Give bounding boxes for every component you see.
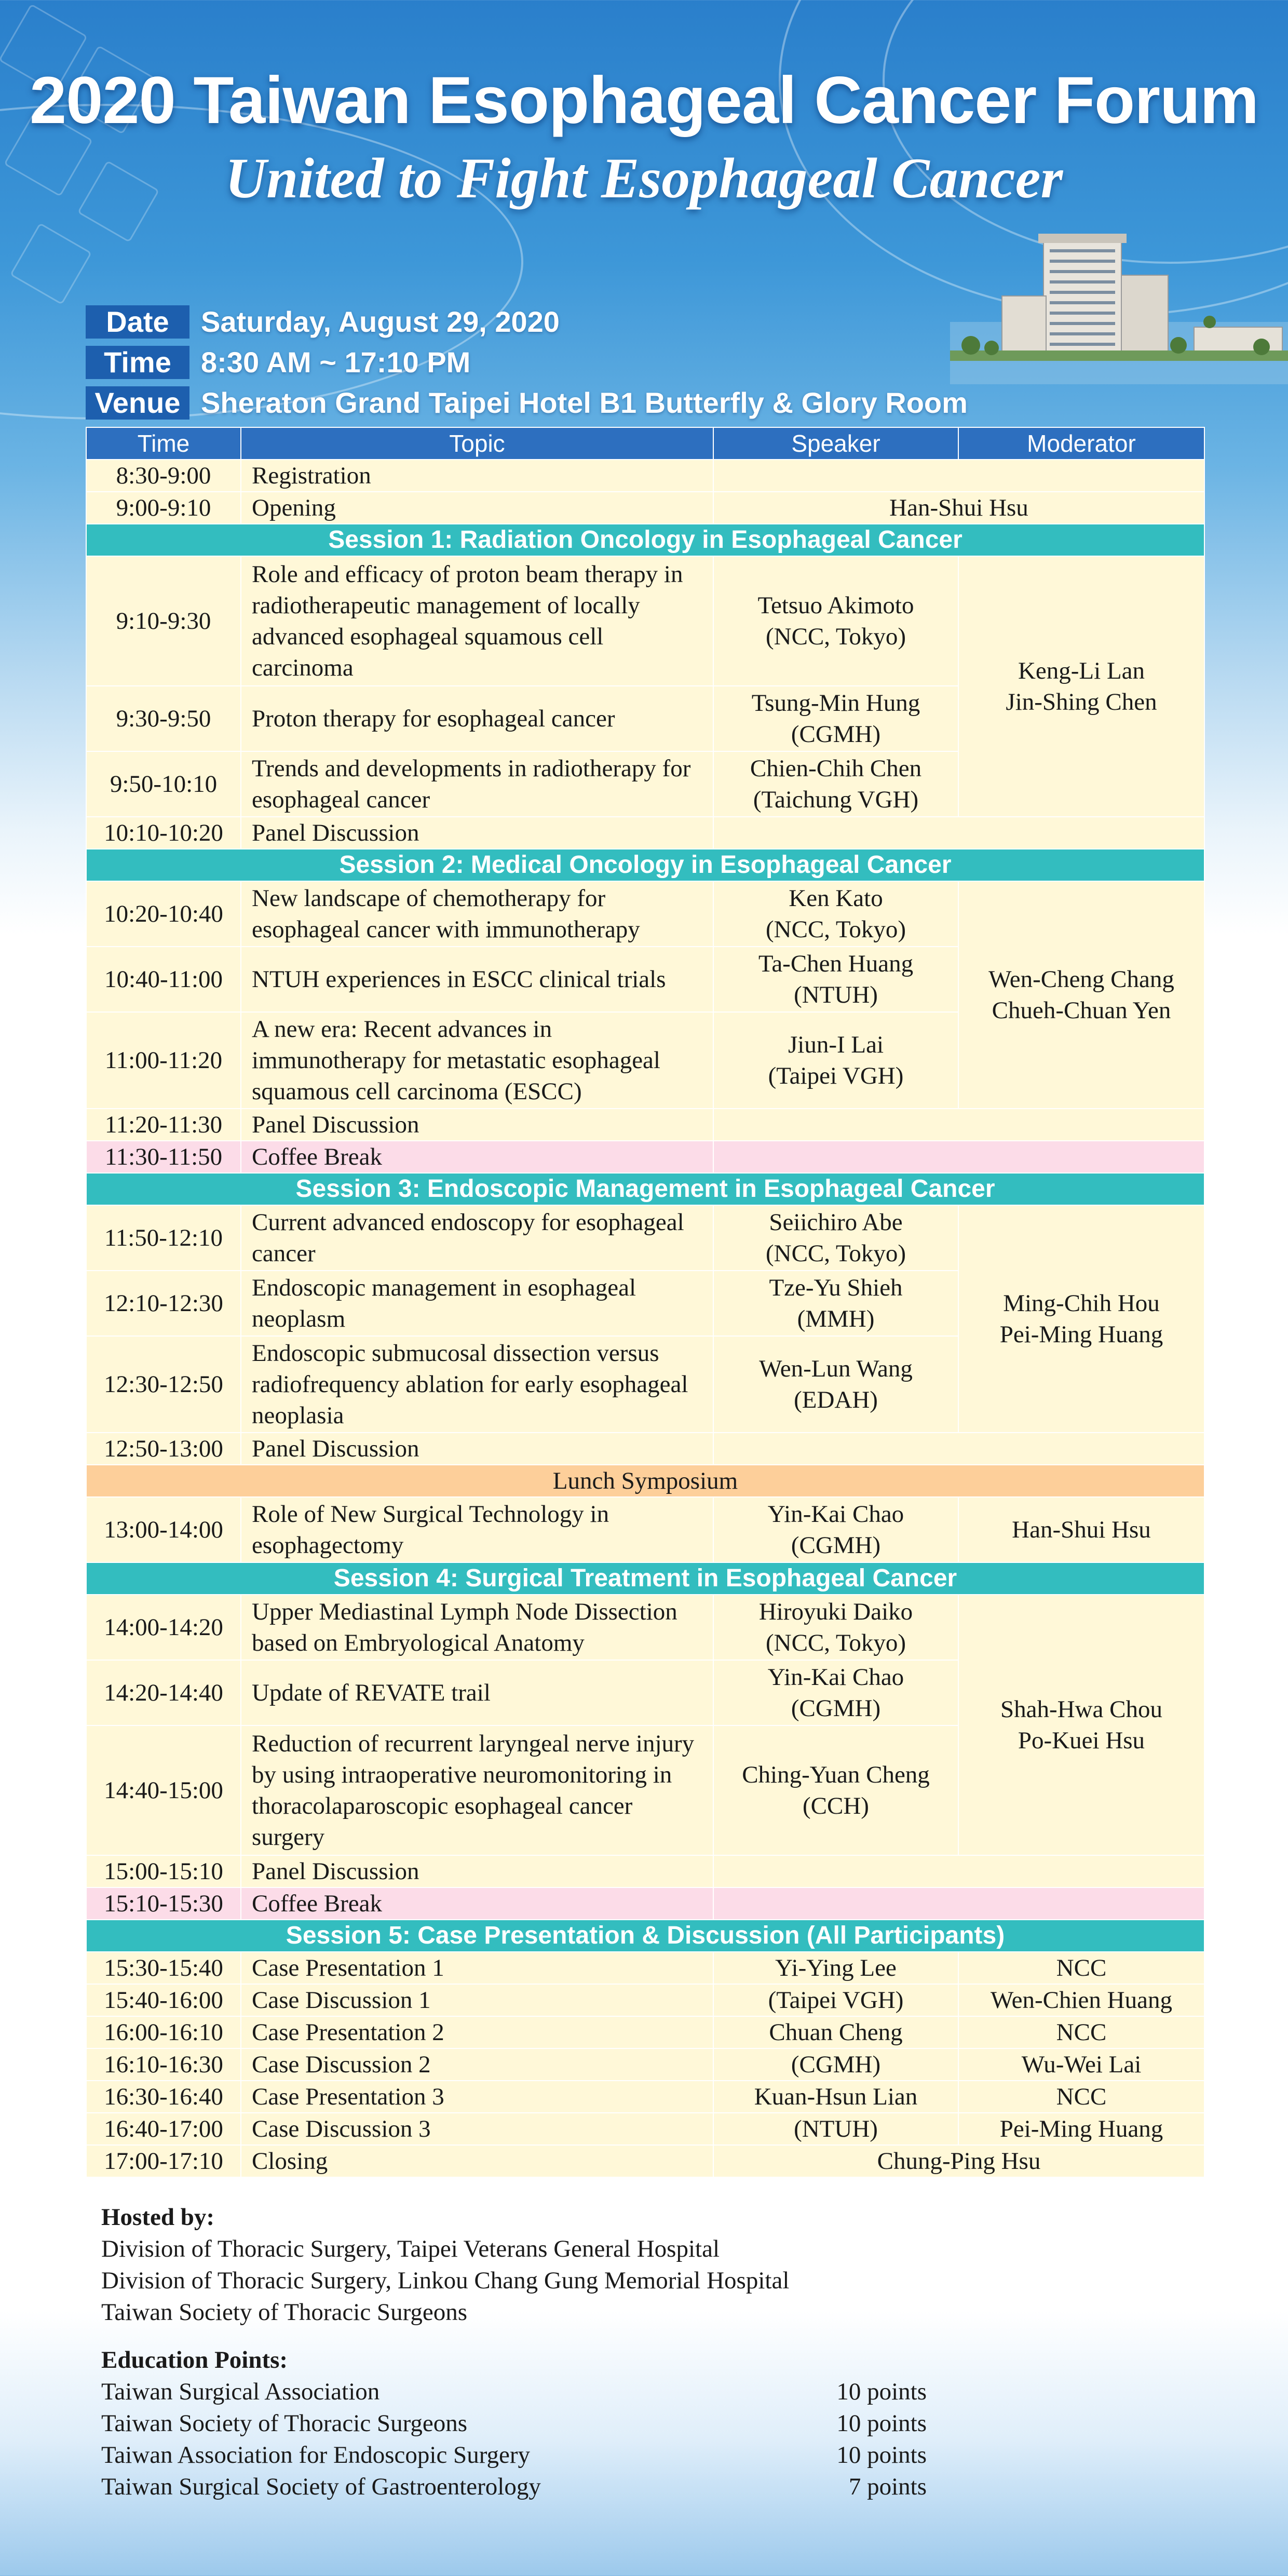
list-item xyxy=(101,2376,932,2408)
speaker-cell xyxy=(713,947,958,1012)
speaker-cell: (CGMH) xyxy=(713,2048,958,2081)
hosted-by-section xyxy=(101,2202,789,2328)
session-header xyxy=(86,524,1204,556)
speaker-cell xyxy=(713,686,958,751)
schedule-table xyxy=(86,427,1205,2178)
time-cell: 15:00-15:10 xyxy=(86,1855,241,1887)
forum-title: 2020 Taiwan Esophageal Cancer Forum xyxy=(30,63,1258,138)
column-header-time: Time xyxy=(86,427,241,460)
speaker-cell: (NTUH) xyxy=(713,2113,958,2145)
speaker-affiliation: (NCC, Tokyo) xyxy=(765,1629,906,1656)
topic-cell: Case Discussion 3 xyxy=(241,2113,713,2145)
time-cell: 17:00-17:10 xyxy=(86,2145,241,2177)
table-header-row xyxy=(86,427,1204,460)
table-row xyxy=(86,1984,1204,2016)
table-row xyxy=(86,1855,1204,1887)
table-row xyxy=(86,2016,1204,2048)
table-row xyxy=(86,1952,1204,1984)
topic-cell: Panel Discussion xyxy=(241,1433,713,1465)
speaker-cell xyxy=(713,1336,958,1433)
speaker-affiliation: (NCC, Tokyo) xyxy=(765,623,906,650)
speaker-cell: Yi-Ying Lee xyxy=(713,1952,958,1984)
speaker-affiliation: (NCC, Tokyo) xyxy=(765,916,906,943)
time-cell: 15:10-15:30 xyxy=(86,1887,241,1920)
table-row xyxy=(86,1433,1204,1465)
topic-cell: A new era: Recent advances in immunotherapy for metastatic esophageal squamous cell carcinoma (ESCC) xyxy=(241,1012,713,1109)
speaker-affiliation: (NTUH) xyxy=(794,981,878,1008)
moderator-cell: NCC xyxy=(958,2016,1204,2048)
time-cell: 12:50-13:00 xyxy=(86,1433,241,1465)
speaker-cell xyxy=(713,556,958,686)
speaker-name: Seiichiro Abe xyxy=(769,1209,903,1236)
date-value: Saturday, August 29, 2020 xyxy=(201,305,560,338)
organization-name: Taiwan Surgical Association xyxy=(101,2378,380,2405)
speaker-cell xyxy=(713,881,958,947)
moderator-name: Shah-Hwa Chou xyxy=(1000,1696,1162,1723)
list-item xyxy=(101,2439,932,2471)
speaker-cell xyxy=(713,1205,958,1271)
moderator-name: Ming-Chih Hou xyxy=(1003,1290,1160,1317)
time-cell: 16:10-16:30 xyxy=(86,2048,241,2081)
empty-cell xyxy=(713,1887,1204,1920)
time-cell: 13:00-14:00 xyxy=(86,1497,241,1562)
time-cell: 14:40-15:00 xyxy=(86,1725,241,1855)
speaker-name: Yin-Kai Chao xyxy=(767,1501,904,1528)
topic-cell: Panel Discussion xyxy=(241,1109,713,1141)
topic-cell: Case Presentation 3 xyxy=(241,2081,713,2113)
hosted-by-heading: Hosted by: xyxy=(101,2204,215,2231)
points-value: 7 points xyxy=(848,2473,927,2500)
organization-name: Taiwan Association for Endoscopic Surgery xyxy=(101,2442,531,2469)
lunch-title: Lunch Symposium xyxy=(86,1465,1204,1497)
topic-cell: Endoscopic management in esophageal neoplasm xyxy=(241,1271,713,1336)
points-value: 10 points xyxy=(836,2410,927,2437)
moderator-cell: NCC xyxy=(958,1952,1204,1984)
time-cell: 11:20-11:30 xyxy=(86,1109,241,1141)
topic-cell: Panel Discussion xyxy=(241,1855,713,1887)
topic-cell: Closing xyxy=(241,2145,713,2177)
speaker-affiliation: (CGMH) xyxy=(791,1532,881,1559)
topic-cell: Role and efficacy of proton beam therapy in radiotherapeutic management of locally advanced esophageal squamous cell carcinoma xyxy=(241,556,713,686)
speaker-name: Ta-Chen Huang xyxy=(758,950,914,977)
points-value: 10 points xyxy=(836,2378,927,2405)
empty-cell xyxy=(713,1855,1204,1887)
table-row xyxy=(86,2081,1204,2113)
time-cell: 10:10-10:20 xyxy=(86,817,241,849)
table-row xyxy=(86,2113,1204,2145)
time-cell: 14:00-14:20 xyxy=(86,1595,241,1660)
topic-cell: Trends and developments in radiotherapy for esophageal cancer xyxy=(241,751,713,817)
time-cell: 9:30-9:50 xyxy=(86,686,241,751)
speaker-cell xyxy=(713,1725,958,1855)
moderator-name: Pei-Ming Huang xyxy=(999,1321,1163,1348)
table-row xyxy=(86,881,1204,947)
topic-cell: Proton therapy for esophageal cancer xyxy=(241,686,713,751)
table-row xyxy=(86,1205,1204,1271)
education-points-heading: Education Points: xyxy=(101,2346,288,2373)
speaker-name: Hiroyuki Daiko xyxy=(758,1598,913,1625)
topic-cell: Case Discussion 2 xyxy=(241,2048,713,2081)
speaker-name: Tetsuo Akimoto xyxy=(757,592,914,619)
empty-cell xyxy=(713,1141,1204,1173)
speaker-cell xyxy=(713,1660,958,1725)
session-header xyxy=(86,1173,1204,1205)
time-cell: 16:00-16:10 xyxy=(86,2016,241,2048)
venue-value: Sheraton Grand Taipei Hotel B1 Butterfly & Glory Room xyxy=(201,386,968,419)
person-cell: Han-Shui Hsu xyxy=(713,492,1204,524)
time-cell: 11:30-11:50 xyxy=(86,1141,241,1173)
list-item xyxy=(101,2471,932,2503)
speaker-name: Ken Kato xyxy=(789,885,883,912)
host-organization: Taiwan Society of Thoracic Surgeons xyxy=(101,2299,468,2326)
time-cell: 15:40-16:00 xyxy=(86,1984,241,2016)
column-header-speaker: Speaker xyxy=(713,427,958,460)
points-value: 10 points xyxy=(836,2442,927,2469)
session-title: Session 5: Case Presentation & Discussion (All Participants) xyxy=(86,1920,1204,1952)
time-cell: 10:40-11:00 xyxy=(86,947,241,1012)
speaker-affiliation: (Taipei VGH) xyxy=(768,1062,904,1089)
topic-cell: Upper Mediastinal Lymph Node Dissection based on Embryological Anatomy xyxy=(241,1595,713,1660)
time-cell: 9:10-9:30 xyxy=(86,556,241,686)
host-organization: Division of Thoracic Surgery, Taipei Veterans General Hospital xyxy=(101,2235,720,2262)
moderator-name: Jin-Shing Chen xyxy=(1006,689,1157,716)
time-cell: 12:30-12:50 xyxy=(86,1336,241,1433)
table-row xyxy=(86,1109,1204,1141)
topic-cell: Registration xyxy=(241,460,713,492)
time-cell: 16:30-16:40 xyxy=(86,2081,241,2113)
coffee-break-row xyxy=(86,1141,1204,1173)
moderator-name: Keng-Li Lan xyxy=(1018,657,1145,684)
speaker-name: Tsung-Min Hung xyxy=(751,690,920,717)
session-header xyxy=(86,849,1204,881)
table-row xyxy=(86,2048,1204,2081)
table-row xyxy=(86,460,1204,492)
time-cell: 9:50-10:10 xyxy=(86,751,241,817)
table-row xyxy=(86,1497,1204,1562)
moderator-cell: Han-Shui Hsu xyxy=(958,1497,1204,1562)
topic-cell: Panel Discussion xyxy=(241,817,713,849)
organization-name: Taiwan Surgical Society of Gastroenterology xyxy=(101,2473,541,2500)
speaker-cell xyxy=(713,1497,958,1562)
moderator-name: Wen-Cheng Chang xyxy=(988,966,1174,993)
time-cell: 12:10-12:30 xyxy=(86,1271,241,1336)
moderator-cell: Wen-Chien Huang xyxy=(958,1984,1204,2016)
column-header-topic: Topic xyxy=(241,427,713,460)
moderator-cell: Pei-Ming Huang xyxy=(958,2113,1204,2145)
topic-cell: Current advanced endoscopy for esophageal cancer xyxy=(241,1205,713,1271)
moderator-name: Chueh-Chuan Yen xyxy=(992,997,1171,1024)
speaker-name: Chien-Chih Chen xyxy=(750,755,922,782)
organization-name: Taiwan Society of Thoracic Surgeons xyxy=(101,2410,468,2437)
topic-cell: Coffee Break xyxy=(241,1141,713,1173)
time-cell: 11:00-11:20 xyxy=(86,1012,241,1109)
session-title: Session 1: Radiation Oncology in Esophageal Cancer xyxy=(86,524,1204,556)
speaker-name: Wen-Lun Wang xyxy=(759,1355,913,1382)
speaker-name: Jiun-I Lai xyxy=(788,1031,884,1058)
host-organization: Division of Thoracic Surgery, Linkou Chang Gung Memorial Hospital xyxy=(101,2267,790,2294)
moderator-cell xyxy=(958,1205,1204,1433)
speaker-name: Tze-Yu Shieh xyxy=(769,1274,903,1301)
education-points-section xyxy=(101,2344,932,2503)
session-header xyxy=(86,1562,1204,1595)
speaker-affiliation: (Taichung VGH) xyxy=(753,786,919,813)
person-cell: Chung-Ping Hsu xyxy=(713,2145,1204,2177)
speaker-affiliation: (CCH) xyxy=(803,1792,869,1819)
table-row xyxy=(86,2145,1204,2177)
table-row xyxy=(86,817,1204,849)
topic-cell: Coffee Break xyxy=(241,1887,713,1920)
time-value: 8:30 AM ~ 17:10 PM xyxy=(201,346,471,379)
speaker-cell xyxy=(713,1012,958,1109)
table-row xyxy=(86,556,1204,686)
table-row xyxy=(86,1595,1204,1660)
moderator-cell xyxy=(958,556,1204,817)
speaker-affiliation: (CGMH) xyxy=(791,721,881,748)
moderator-cell xyxy=(958,881,1204,1109)
date-label: Date xyxy=(86,305,189,339)
speaker-cell xyxy=(713,751,958,817)
list-item xyxy=(101,2408,932,2439)
moderator-name: Po-Kuei Hsu xyxy=(1018,1727,1145,1754)
moderator-cell: Wu-Wei Lai xyxy=(958,2048,1204,2081)
topic-cell: Opening xyxy=(241,492,713,524)
time-cell: 8:30-9:00 xyxy=(86,460,241,492)
speaker-cell: Kuan-Hsun Lian xyxy=(713,2081,958,2113)
column-header-moderator: Moderator xyxy=(958,427,1204,460)
time-cell: 9:00-9:10 xyxy=(86,492,241,524)
forum-subtitle: United to Fight Esophageal Cancer xyxy=(225,146,1063,210)
venue-label: Venue xyxy=(86,386,189,420)
topic-cell: Case Presentation 2 xyxy=(241,2016,713,2048)
session-header xyxy=(86,1920,1204,1952)
speaker-cell xyxy=(713,1271,958,1336)
speaker-affiliation: (NCC, Tokyo) xyxy=(765,1240,906,1267)
session-title: Session 3: Endoscopic Management in Esophageal Cancer xyxy=(86,1173,1204,1205)
time-cell: 14:20-14:40 xyxy=(86,1660,241,1725)
topic-cell: Role of New Surgical Technology in esophagectomy xyxy=(241,1497,713,1562)
topic-cell: Case Discussion 1 xyxy=(241,1984,713,2016)
speaker-cell: (Taipei VGH) xyxy=(713,1984,958,2016)
lunch-symposium-header xyxy=(86,1465,1204,1497)
empty-cell xyxy=(713,817,1204,849)
speaker-name: Yin-Kai Chao xyxy=(767,1664,904,1691)
topic-cell: Case Presentation 1 xyxy=(241,1952,713,1984)
empty-cell xyxy=(713,1109,1204,1141)
speaker-cell: Chuan Cheng xyxy=(713,2016,958,2048)
session-title: Session 4: Surgical Treatment in Esophageal Cancer xyxy=(86,1562,1204,1595)
time-cell: 10:20-10:40 xyxy=(86,881,241,947)
time-cell: 16:40-17:00 xyxy=(86,2113,241,2145)
speaker-affiliation: (MMH) xyxy=(797,1305,875,1332)
topic-cell: Endoscopic submucosal dissection versus radiofrequency ablation for early esophageal neoplasia xyxy=(241,1336,713,1433)
topic-cell: New landscape of chemotherapy for esophageal cancer with immunotherapy xyxy=(241,881,713,947)
session-title: Session 2: Medical Oncology in Esophageal Cancer xyxy=(86,849,1204,881)
empty-cell xyxy=(713,460,1204,492)
speaker-affiliation: (CGMH) xyxy=(791,1695,881,1722)
speaker-affiliation: (EDAH) xyxy=(794,1386,878,1413)
hotel-building-image xyxy=(950,218,1288,384)
speaker-name: Ching-Yuan Cheng xyxy=(742,1761,930,1788)
topic-cell: Reduction of recurrent laryngeal nerve injury by using intraoperative neuromonitoring in thoracolaparoscopic esophageal cancer surgery xyxy=(241,1725,713,1855)
topic-cell: NTUH experiences in ESCC clinical trials xyxy=(241,947,713,1012)
time-cell: 11:50-12:10 xyxy=(86,1205,241,1271)
topic-cell: Update of REVATE trail xyxy=(241,1660,713,1725)
time-cell: 15:30-15:40 xyxy=(86,1952,241,1984)
time-label: Time xyxy=(86,346,189,379)
table-row xyxy=(86,492,1204,524)
moderator-cell: NCC xyxy=(958,2081,1204,2113)
moderator-cell xyxy=(958,1595,1204,1855)
speaker-cell xyxy=(713,1595,958,1660)
coffee-break-row xyxy=(86,1887,1204,1920)
empty-cell xyxy=(713,1433,1204,1465)
